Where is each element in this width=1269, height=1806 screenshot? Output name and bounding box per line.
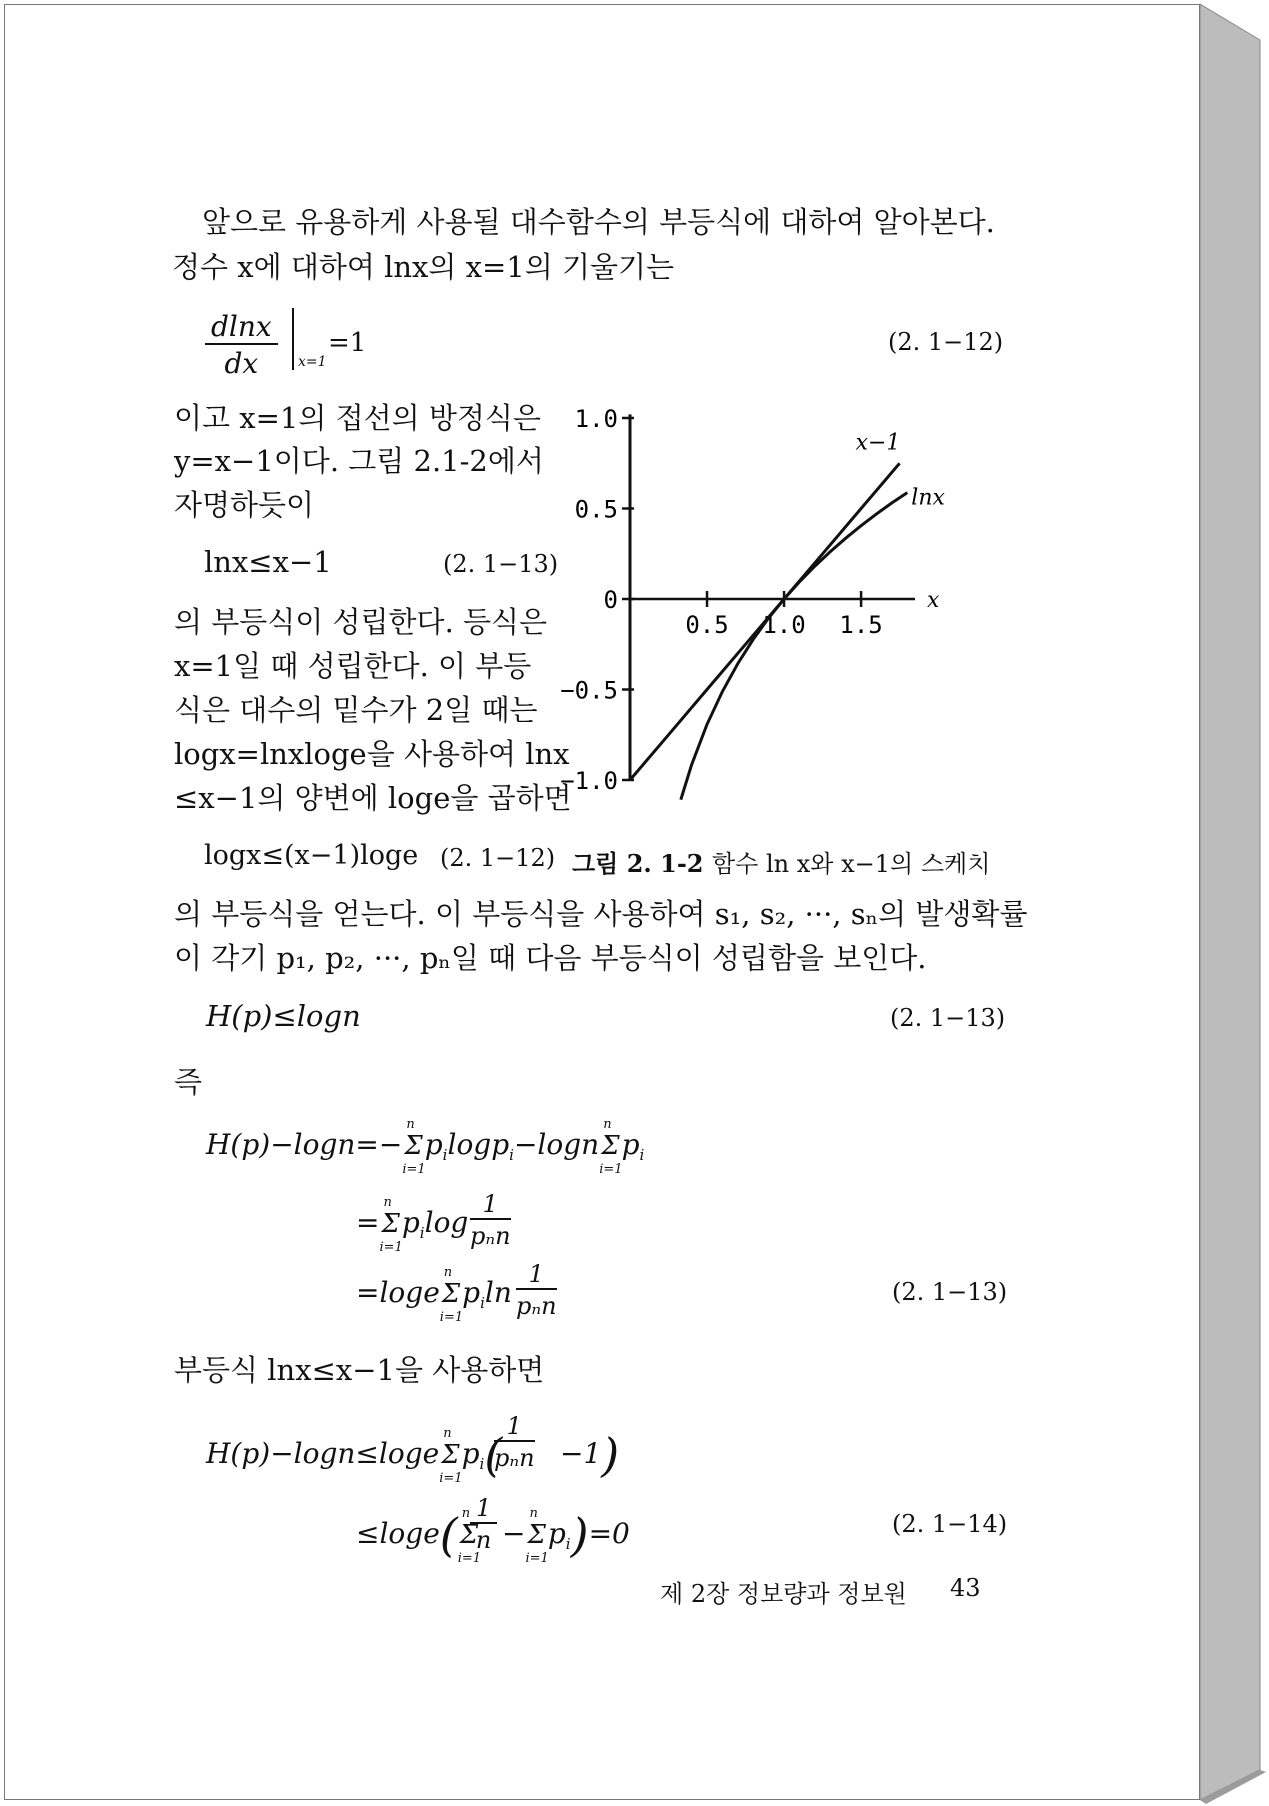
y-tick-label: 0.5: [574, 495, 618, 524]
page-number: 43: [950, 1574, 981, 1602]
series-label-0: x−1: [855, 430, 901, 456]
chapter-footer: 제 2장 정보량과 정보원: [660, 1580, 907, 1608]
text-line-3: 이고 x=1의 접선의 방정식은: [174, 401, 541, 435]
derivative-denominator: dx: [224, 347, 259, 380]
equation-number-4: (2. 1−13): [890, 1004, 1006, 1032]
text-line-17: 부등식 lnx≤x−1을 사용하면: [174, 1353, 545, 1387]
x-tick-label: 1.5: [839, 611, 883, 639]
inequality-line-2: ≤loge(Σ n i=1: [356, 1506, 482, 1566]
y-tick-label: −0.5: [560, 676, 618, 705]
text-line-16: 즉: [174, 1065, 203, 1099]
ineq1-fraction: 1 pₙn: [494, 1412, 535, 1472]
sum-symbol: Σ n i=1: [525, 1506, 549, 1566]
text-line-15: H(p)≤logn: [206, 999, 361, 1033]
text-line-10: logx=lnxloge을 사용하여 lnx: [174, 737, 570, 771]
text-line-1: 앞으로 유용하게 사용될 대수함수의 부등식에 대하여 알아본다.: [202, 205, 995, 239]
text-line-4: y=x−1이다. 그림 2.1-2에서: [174, 444, 544, 478]
sum-symbol: Σ n i=1: [402, 1117, 426, 1177]
inequality-line-1: H(p)−logn≤logeΣ n i=1 $p_i$(: [206, 1426, 503, 1486]
text-line-7: 의 부등식이 성립한다. 등식은: [174, 605, 548, 639]
figure-caption-text: 함수 ln x와 x−1의 스케치: [712, 850, 991, 878]
lnx-sketch-chart: [540, 390, 1000, 820]
equation-number-1: (2. 1−12): [888, 328, 1004, 356]
sum-symbol: Σ n i=1: [457, 1506, 482, 1566]
text-line-5: 자명하듯이: [174, 488, 315, 522]
text-line-2: 정수 x에 대하여 lnx의 x=1의 기울기는: [172, 250, 675, 284]
derivative-fraction: [205, 310, 278, 380]
series-line-1: [681, 493, 908, 800]
sum-symbol: Σ n i=1: [379, 1195, 403, 1255]
eq1-lhs: H(p)−logn=−: [206, 1128, 403, 1161]
text-line-14: 이 각기 p₁, p₂, ···, pₙ일 때 다음 부등식이 성립함을 보인다.: [174, 941, 927, 975]
equation-number-2: (2. 1−13): [443, 550, 559, 578]
evaluation-bar: [292, 308, 294, 370]
eq2-fraction: 1 pₙn: [470, 1190, 511, 1250]
text-line-11: ≤x−1의 양변에 loge을 곱하면: [174, 781, 572, 815]
text-line-8: x=1일 때 성립한다. 이 부등: [174, 649, 532, 683]
sum-symbol: Σ n i=1: [439, 1265, 464, 1325]
entropy-equation-line-3: =logeΣ n i=1 $p_i\ln$: [356, 1265, 512, 1325]
text-line-6: lnx≤x−1: [204, 545, 332, 579]
x-axis-label: x: [927, 588, 940, 613]
equation-number-6: (2. 1−14): [892, 1510, 1008, 1538]
equation-number-5: (2. 1−13): [892, 1278, 1008, 1306]
sum-symbol: Σ n i=1: [599, 1117, 623, 1177]
entropy-equation-line-1: H(p)−logn=−Σ n i=1 $p_i\log p_i-\log n\Sigma$ n i=1 $p_i$: [206, 1117, 645, 1177]
figure-caption-label: 그림 2. 1-2: [572, 849, 704, 878]
y-tick-label: −1.0: [560, 767, 618, 795]
y-tick-label: 1.0: [574, 405, 618, 433]
y-tick-label: 0: [603, 586, 618, 614]
ineq2-fraction: $\frac{1}{n}$: [470, 1494, 497, 1554]
book-edge: [1200, 0, 1269, 1806]
ineq1-tail: −1): [560, 1428, 620, 1482]
ineq2-tail: −Σ n i=1 $p_i)=0$: [502, 1506, 630, 1566]
eq3-fraction: 1 pₙn: [516, 1260, 557, 1320]
x-tick-label: 1.0: [762, 611, 806, 639]
equation-number-3: (2. 1−12): [440, 844, 556, 872]
evaluation-subscript: x=1: [298, 354, 327, 370]
derivative-numerator: dlnx: [205, 310, 278, 345]
entropy-equation-line-2: =Σ n i=1 $p_i\log$: [356, 1195, 469, 1255]
text-line-12: logx≤(x−1)loge: [204, 840, 419, 871]
series-label-1: lnx: [911, 485, 945, 511]
text-line-13: 의 부등식을 얻는다. 이 부등식을 사용하여 s₁, s₂, ···, sₙ의 발생확률: [174, 897, 1028, 931]
sum-symbol: Σ n i=1: [439, 1426, 463, 1486]
derivative-rhs: =1: [328, 328, 367, 358]
text-line-9: 식은 대수의 밑수가 2일 때는: [174, 693, 538, 727]
x-tick-label: 0.5: [685, 611, 729, 639]
